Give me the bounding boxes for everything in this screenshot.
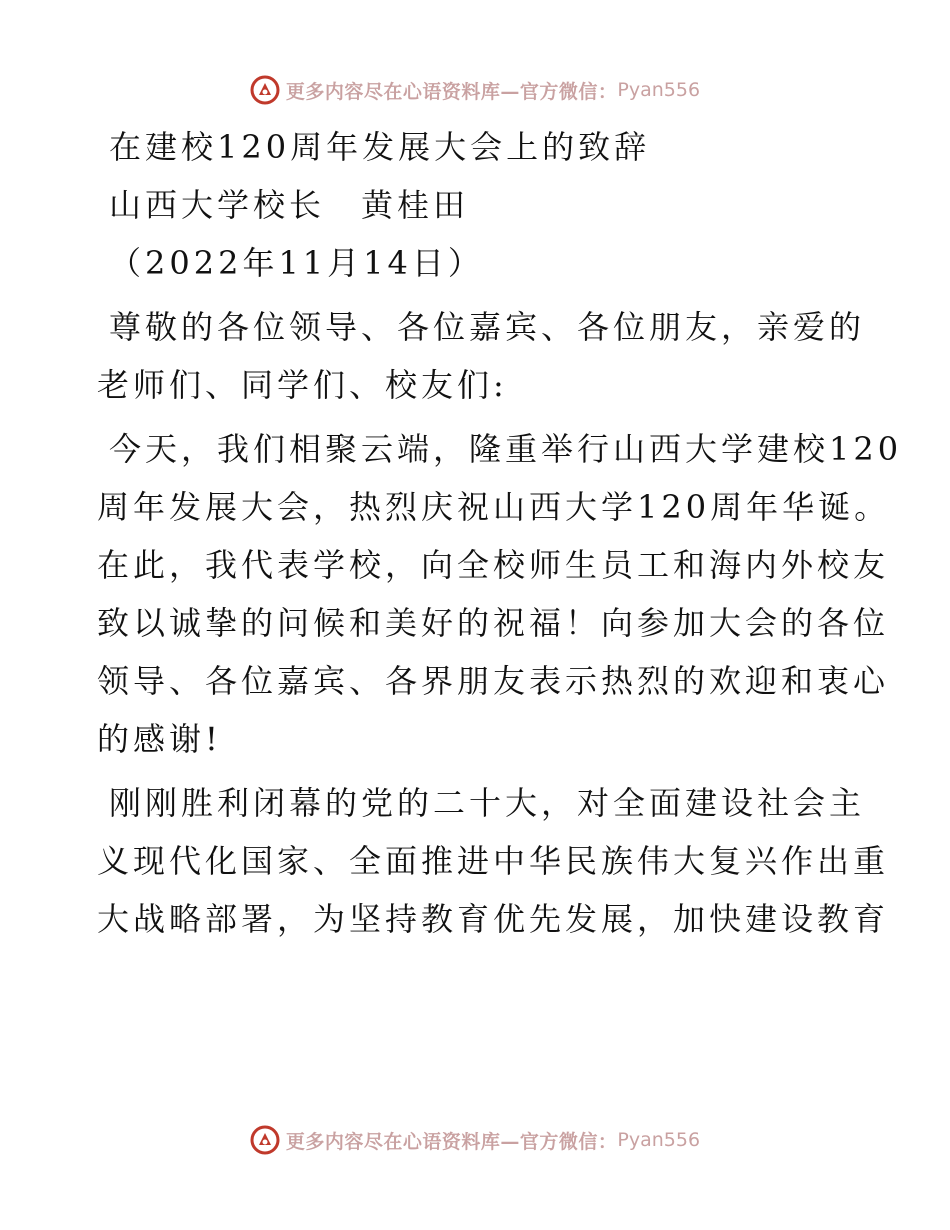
paragraph-line: 老师们、同学们、校友们: [97,366,508,404]
paragraph-line: 领导、各位嘉宾、各界朋友表示热烈的欢迎和衷心 [97,662,890,700]
watermark-banner-top [0,70,950,110]
document-title: 在建校120周年发展大会上的致辞 [109,128,651,166]
salutation-paragraph [97,298,866,414]
watermark-wechat-id: Pyan556 [617,79,701,101]
paragraph-line: 刚刚胜利闭幕的党的二十大，对全面建设社会主 [109,784,866,822]
document-author: 山西大学校长 黄桂田 [109,186,470,224]
paragraph-line: 义现代化国家、全面推进中华民族伟大复兴作出重 [97,842,890,880]
watermark-text: 更多内容尽在心语资料库—官方微信： [285,80,618,103]
red-circle-logo-icon [250,1125,280,1155]
paragraph-line: 今天，我们相聚云端，隆重举行山西大学建校120 [109,430,903,468]
red-circle-logo-icon [250,75,280,105]
paragraph-line: 周年发展大会，热烈庆祝山西大学120周年华诞。 [97,488,891,526]
document-body [97,118,903,948]
watermark-wechat-id: Pyan556 [617,1129,701,1151]
paragraph-line: 大战略部署，为坚持教育优先发展，加快建设教育 [97,900,890,938]
paragraph-line: 致以诚挚的问候和美好的祝福！向参加大会的各位 [97,604,890,642]
document-date: （2022年11月14日） [109,244,484,282]
watermark-text: 更多内容尽在心语资料库—官方微信： [285,1130,618,1153]
paragraph-line: 的感谢! [97,720,222,758]
paragraph-line: 尊敬的各位领导、各位嘉宾、各位朋友，亲爱的 [109,308,866,346]
paragraph-line: 在此，我代表学校，向全校师生员工和海内外校友 [97,546,890,584]
paragraph-1 [97,420,903,768]
watermark-banner-bottom [0,1120,950,1160]
paragraph-2 [97,774,890,948]
